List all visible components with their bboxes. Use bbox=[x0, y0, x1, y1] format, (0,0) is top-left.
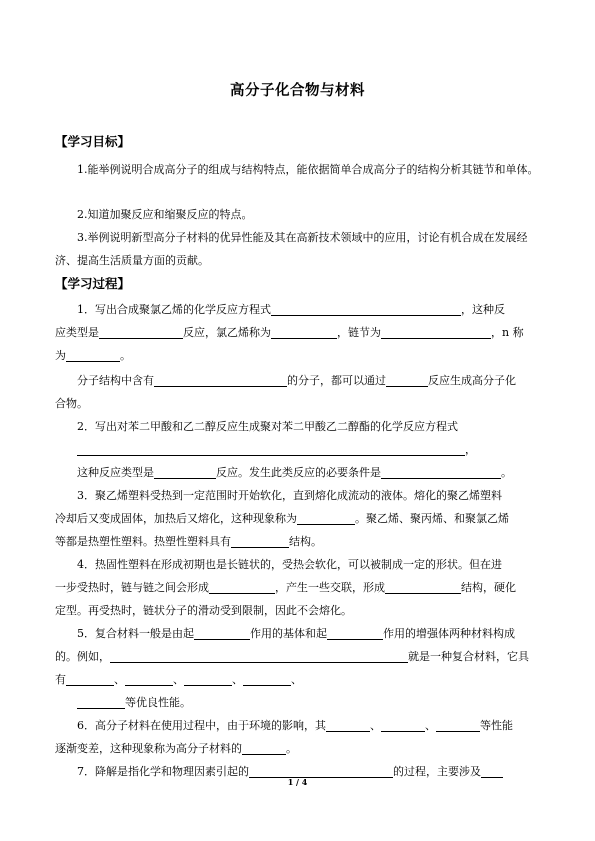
q4-line-3: 定型。再受热时，链状分子的滑动受到限制，因此不会熔化。 bbox=[55, 604, 352, 617]
q2-line-3: 这种反应类型是 反应。发生此类反应的必要条件是 。 bbox=[77, 466, 512, 479]
q6-blank-property-3[interactable] bbox=[436, 718, 480, 732]
q1-blank-reaction[interactable] bbox=[386, 373, 428, 387]
q5-blank-reinforce-role[interactable] bbox=[327, 626, 383, 640]
q6-blank-property-2[interactable] bbox=[381, 718, 425, 732]
process-heading: 【学习过程】 bbox=[55, 276, 131, 291]
q2-blank-type[interactable] bbox=[154, 465, 216, 479]
q5-line-2: 的。例如， 就是一种复合材料，它具 bbox=[55, 650, 529, 663]
q1-line-5: 合物。 bbox=[55, 397, 88, 410]
q1-blank-chain-unit[interactable] bbox=[381, 325, 491, 339]
q1-blank-type[interactable] bbox=[99, 325, 183, 339]
q6-line-2: 逐渐变差，这种现象称为高分子材料的 。 bbox=[55, 742, 297, 755]
q5-line-3: 有 、 、 、 、 bbox=[55, 673, 302, 686]
q5-blank-property-2[interactable] bbox=[125, 672, 173, 686]
q3-line-3: 等都是热塑性塑料。热塑性塑料具有 结构。 bbox=[55, 535, 322, 548]
q4-line-2: 一步受热时，链与链之间会形成 ，产生一些交联，形成 结构，硬化 bbox=[55, 581, 516, 594]
q2-blank-condition[interactable] bbox=[381, 465, 501, 479]
q1-line-2: 应类型是 反应，氯乙烯称为 ，链节为 ，n 称 bbox=[55, 326, 524, 339]
q1-blank-n[interactable] bbox=[66, 348, 120, 362]
q1-line-3: 为 。 bbox=[55, 349, 131, 362]
q5-blank-property-3[interactable] bbox=[184, 672, 232, 686]
q5-blank-example[interactable] bbox=[110, 649, 408, 663]
q4-line-1: 4．热固性塑料在形成初期也是长链状的，受热会软化，可以被制成一定的形状。但在进 bbox=[77, 558, 502, 571]
page-number: 1 / 4 bbox=[287, 777, 308, 787]
q5-blank-property-4[interactable] bbox=[243, 672, 291, 686]
q4-blank-bond[interactable] bbox=[209, 580, 275, 594]
q3-line-1: 3．聚乙烯塑料受热到一定范围时开始软化，直到熔化成流动的液体。熔化的聚乙烯塑料 bbox=[77, 489, 502, 502]
goal-item-1: 1.能举例说明合成高分子的组成与结构特点，能依据简单合成高分子的结构分析其链节和单体。 bbox=[77, 163, 539, 176]
q6-blank-aging[interactable] bbox=[242, 741, 286, 755]
q7-blank-involves[interactable] bbox=[481, 764, 503, 778]
q6-blank-property-1[interactable] bbox=[326, 718, 370, 732]
q5-blank-matrix-role[interactable] bbox=[194, 626, 250, 640]
goal-item-2: 2.知道加聚反应和缩聚反应的特点。 bbox=[77, 208, 253, 221]
q3-line-2: 冷却后又变成固体，加热后又熔化，这种现象称为 。聚乙烯、聚丙烯、和聚氯乙烯 bbox=[55, 512, 509, 525]
q7-line-1: 7．降解是指化学和物理因素引起的 的过程，主要涉及 bbox=[77, 761, 503, 784]
q2-blank-equation[interactable] bbox=[77, 442, 465, 456]
q5-line-1: 5．复合材料一般是由起 作用的基体和起 作用的增强体两种材料构成 bbox=[77, 627, 515, 640]
q2-line-2: ， bbox=[77, 439, 476, 462]
q7-blank-process[interactable] bbox=[249, 764, 393, 778]
q3-blank-phenomenon[interactable] bbox=[297, 511, 355, 525]
q4-blank-structure[interactable] bbox=[385, 580, 461, 594]
q5-blank-property-1[interactable] bbox=[66, 672, 114, 686]
q2-line-1: 2．写出对苯二甲酸和乙二醇反应生成聚对苯二甲酸乙二醇酯的化学反应方程式 bbox=[77, 420, 458, 433]
q1-blank-equation[interactable] bbox=[271, 302, 461, 316]
q1-blank-structure[interactable] bbox=[154, 373, 287, 387]
goals-heading: 【学习目标】 bbox=[55, 134, 131, 149]
q1-line-4: 分子结构中含有 的分子，都可以通过 反应生成高分子化 bbox=[77, 374, 516, 387]
page-title: 高分子化合物与材料 bbox=[230, 83, 365, 99]
q6-line-1: 6．高分子材料在使用过程中，由于环境的影响，其 、 、 等性能 bbox=[77, 719, 513, 732]
q5-line-4: 等优良性能。 bbox=[77, 692, 191, 715]
goal-item-3: 3.举例说明新型高分子材料的优异性能及其在高新技术领域中的应用，讨论有机合成在发展经济、提高生活质量方面的贡献。 bbox=[55, 231, 528, 267]
q3-blank-structure[interactable] bbox=[231, 534, 289, 548]
q5-blank-property-5[interactable] bbox=[77, 695, 125, 709]
q1-line-1: 1．写出合成聚氯乙烯的化学反应方程式 ，这种反 bbox=[77, 303, 505, 316]
q1-blank-monomer[interactable] bbox=[271, 325, 337, 339]
